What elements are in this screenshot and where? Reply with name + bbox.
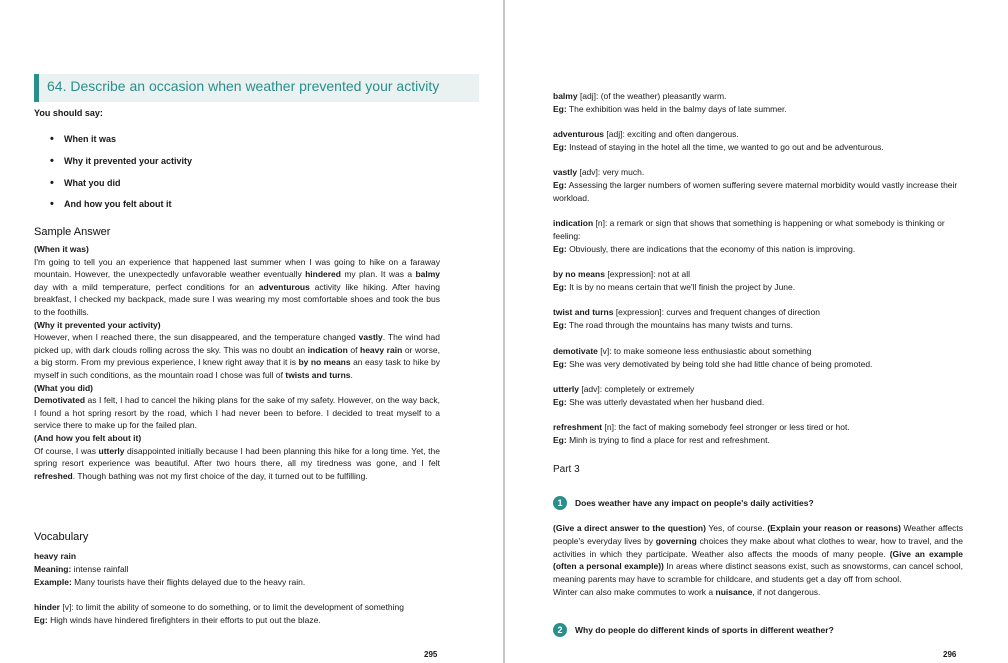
- vocab-def-text: [adv]: completely or extremely: [578, 384, 695, 394]
- vocab-def-text: [adj]: exciting and often dangerous.: [604, 129, 739, 139]
- example-text: Obviously, there are indications that the economy of this nation is improving.: [566, 243, 856, 254]
- vocab-def-text: [n]: a remark or sign that shows that something is happening or what somebody is thinking or feeling:: [553, 218, 945, 241]
- vocab-definition: [553, 306, 963, 319]
- example-label: Eg:: [553, 319, 567, 330]
- topic-title: 64. Describe an occasion when weather prevented your activity: [47, 78, 440, 94]
- vocab-word: balmy: [553, 91, 578, 101]
- vocab-definition: [553, 166, 963, 179]
- bold-phrase: (Explain your reason or reasons): [767, 523, 901, 533]
- cue-bullet: • And how you felt about it: [50, 199, 172, 209]
- left-page: [0, 0, 503, 663]
- section-label: (What you did): [34, 382, 94, 393]
- vocab-definition: [553, 383, 963, 396]
- example-label: Eg:: [553, 396, 567, 407]
- example-text: It is by no means certain that we'll finish the project by June.: [566, 281, 796, 292]
- vocab-def-text: [v]: to make someone less enthusiastic about something: [597, 346, 812, 356]
- vocab-def-text: [expression]: curves and frequent changes of direction: [613, 307, 820, 317]
- part3-question-1: [553, 496, 814, 510]
- vocab-definition: [553, 268, 963, 281]
- vocab-definition: hinder [v]: to limit the ability of someone to do something, or to limit the development of something: [34, 602, 404, 612]
- vocab-heavy-rain: [34, 550, 444, 588]
- answer-paragraph: (Give a direct answer to the question) Yes, of course. (Explain your reason or reasons) Weather affects people's everyday lives by governing choices they make about what clothes to wear, how to travel, and the activities in which they participate. Weather also affects the moods of many people. (Give an example (often a personal example)) In areas where distinct seasons exist, such as snowstorms, can cancel school, meaning parents may have to scramble for childcare, and students get a day off from school.: [553, 523, 964, 585]
- page-number-right: 296: [943, 650, 957, 659]
- right-page: [505, 0, 1008, 663]
- example-text: Minh is trying to find a place for rest and refreshment.: [566, 434, 770, 445]
- bold-phrase: (Give a direct answer to the question): [553, 523, 706, 533]
- vocab-word: heavy rain: [34, 551, 77, 561]
- vocab-example: [553, 434, 963, 447]
- bold-phrase: adventurous: [258, 281, 310, 292]
- question-text: Does weather have any impact on people's daily activities?: [575, 498, 814, 508]
- page-number-left: 295: [424, 650, 438, 659]
- example-text: Assessing the larger numbers of women suffering severe maternal morbidity would vastly increase their workload.: [553, 179, 958, 203]
- vocab-word: by no means: [553, 269, 605, 279]
- example-text: She was very demotivated by being told she had little chance of being promoted.: [566, 358, 873, 369]
- example-text: The road through the mountains has many twists and turns.: [566, 319, 793, 330]
- vocab-hinder: [34, 601, 444, 627]
- vocab-entry: [553, 421, 963, 447]
- section-text: Demotivated as I felt, I had to cancel the hiking plans for the sake of my safety. However, on the way back, I found a hot spring resort by the road, which I had never been to before. I decided to treat myself to a service there to make up for the failed plan.: [34, 395, 440, 431]
- answer-paragraph: Winter can also make commutes to work a nuisance, if not dangerous.: [553, 586, 821, 597]
- vocab-definition: [553, 128, 963, 141]
- vocab-def-text: [adv]: very much.: [577, 167, 645, 177]
- vocab-example: [553, 141, 963, 154]
- bold-phrase: refreshed: [34, 470, 73, 481]
- vocab-def-text: [adj]: (of the weather) pleasantly warm.: [577, 91, 727, 101]
- vocab-definition: [553, 345, 963, 358]
- vocab-word: twist and turns: [553, 307, 614, 317]
- example-text: She was utterly devastated when her husband died.: [566, 396, 765, 407]
- vocab-example: Eg: High winds have hindered firefighters in their efforts to put out the blaze.: [34, 614, 321, 625]
- part3-answer-1: [553, 522, 963, 599]
- example-text: The exhibition was held in the balmy days of late summer.: [566, 103, 787, 114]
- question-text: Why do people do different kinds of sports in different weather?: [575, 625, 834, 635]
- bold-phrase: by no means: [298, 357, 351, 368]
- part3-heading: Part 3: [553, 464, 580, 475]
- sample-answer-heading: Sample Answer: [34, 226, 111, 238]
- vocab-word: demotivate: [553, 346, 598, 356]
- example-label: Eg:: [553, 141, 567, 152]
- vocab-word: utterly: [553, 384, 579, 394]
- vocab-definition: [553, 421, 963, 434]
- vocab-entry: [553, 128, 963, 154]
- vocab-example: [553, 396, 963, 409]
- vocab-example: [553, 281, 963, 294]
- bold-phrase: twists and turns: [285, 369, 351, 380]
- bold-phrase: (Give an example (often a personal example)): [553, 548, 964, 572]
- bold-phrase: vastly: [358, 332, 383, 343]
- example-label: Eg:: [553, 243, 567, 254]
- section-label: (And how you felt about it): [34, 432, 142, 443]
- question-number-badge: 1: [553, 496, 567, 510]
- bold-phrase: balmy: [415, 269, 441, 280]
- vocab-entry: [553, 306, 963, 332]
- vocab-def-text: [expression]: not at all: [604, 269, 691, 279]
- vocab-example: [553, 243, 963, 256]
- bold-phrase: Demotivated: [34, 395, 86, 406]
- vocabulary-heading: Vocabulary: [34, 531, 89, 543]
- bold-phrase: nuisance: [715, 586, 753, 597]
- bold-phrase: utterly: [98, 445, 125, 456]
- example-label: Eg:: [553, 434, 567, 445]
- example-label: Eg:: [553, 281, 567, 292]
- vocab-word: vastly: [553, 167, 578, 177]
- section-text: I'm going to tell you an experience that happened last summer when I was going to hike on a faraway mountain. However, the unexpectedly unfavorable weather eventually hindered my plan. It was a balmy day with a mild temperature, perfect conditions for an adventurous activity like hiking. After having breakfast, I checked my backpack, made sure I was wearing my most comfortable shoes and took the bus to the foothills.: [34, 256, 441, 317]
- vocab-def-text: [n]: the fact of making somebody feel stronger or less tired or hot.: [602, 422, 850, 432]
- vocab-example: [553, 319, 963, 332]
- example-label: Eg:: [553, 179, 567, 190]
- bold-phrase: heavy rain: [360, 344, 403, 355]
- vocab-example: Example: Many tourists have their flights delayed due to the heavy rain.: [34, 576, 306, 587]
- cue-bullet: • When it was: [50, 134, 116, 144]
- vocab-word: indication: [553, 218, 594, 228]
- vocab-example: [553, 179, 963, 205]
- vocab-entry: [553, 345, 963, 371]
- section-label: (When it was): [34, 244, 89, 254]
- section-text: However, when I reached there, the sun disappeared, and the temperature changed vastly. The wind had picked up, with dark clouds rolling across the sky. This was no doubt an indication of heavy rain or worse, a big storm. From my previous experience, I knew right away that it is by no means an easy task to hike by myself in such conditions, as the mountain road I chose was full of twists and turns.: [34, 332, 441, 380]
- part3-question-2: [553, 623, 834, 637]
- vocab-word: adventurous: [553, 129, 605, 139]
- vocab-entry: [553, 166, 963, 204]
- question-number-badge: 2: [553, 623, 567, 637]
- bold-phrase: hindered: [305, 269, 341, 280]
- bold-phrase: governing: [655, 535, 697, 546]
- cue-bullet: • What you did: [50, 178, 121, 188]
- vocab-definition: [553, 90, 963, 103]
- example-label: Eg:: [553, 358, 567, 369]
- vocab-meaning: Meaning: intense rainfall: [34, 563, 129, 574]
- section-text: Of course, I was utterly disappointed initially because I had been planning this hike for a long time. Yet, the spring resort experience was beautiful. After two hours there, all my tiredness was gone, and I felt refreshed. Though bathing was not my first choice of the day, it turned out to be fulfilling.: [34, 445, 441, 481]
- topic-title-box: [34, 74, 479, 102]
- cue-bullet: • Why it prevented your activity: [50, 156, 192, 166]
- vocab-example: [553, 358, 963, 371]
- vocab-entry: [553, 217, 963, 255]
- vocab-entry: [553, 90, 963, 116]
- vocab-entry: [553, 383, 963, 409]
- bold-phrase: indication: [307, 344, 348, 355]
- you-should-say-label: You should say:: [34, 108, 103, 118]
- vocab-entry: [553, 268, 963, 294]
- section-label: (Why it prevented your activity): [34, 319, 161, 330]
- example-label: Eg:: [553, 103, 567, 114]
- sample-answer-body: [34, 243, 440, 482]
- vocab-definition: [553, 217, 963, 243]
- vocab-example: [553, 103, 963, 116]
- vocab-word: refreshment: [553, 422, 603, 432]
- example-text: Instead of staying in the hotel all the time, we wanted to go out and be adventurous.: [566, 141, 884, 152]
